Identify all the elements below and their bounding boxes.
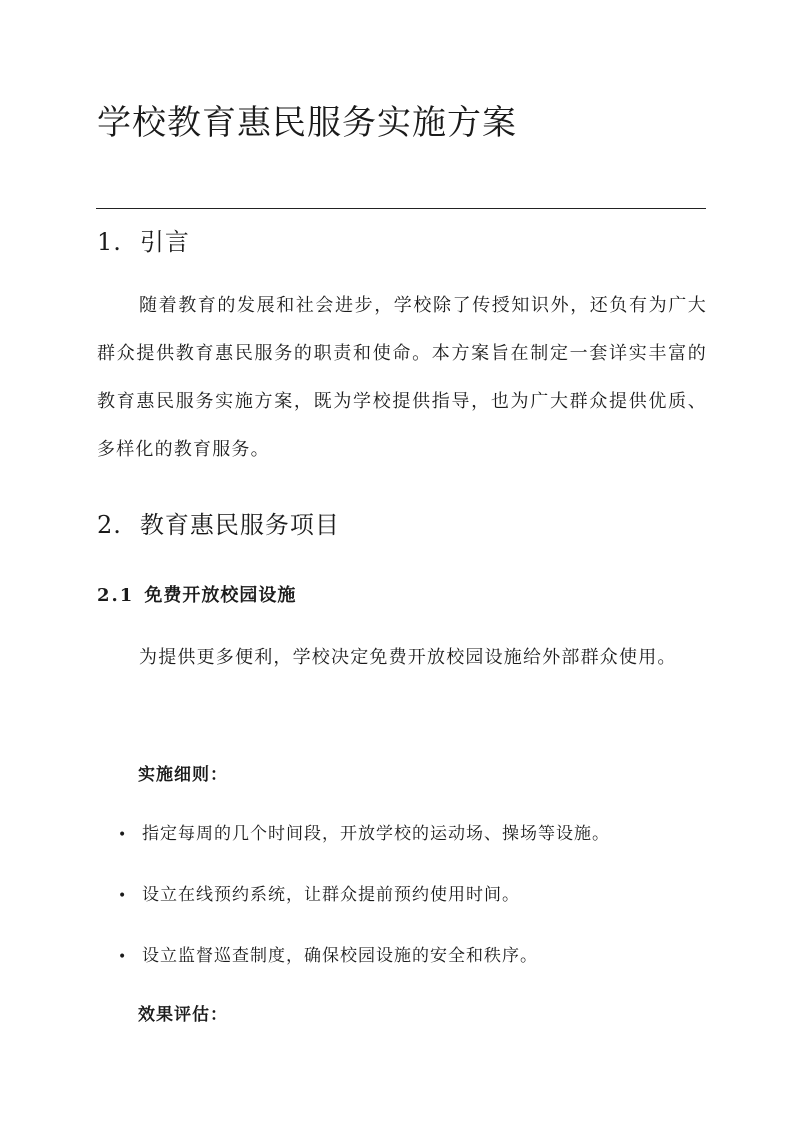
list-item <box>118 941 538 966</box>
subsection-2-1-heading <box>97 581 296 607</box>
details-label: 实施细则： <box>138 765 228 785</box>
title-divider <box>96 208 706 209</box>
subsection-title: 免费开放校园设施 <box>144 585 297 606</box>
section-title: 教育惠民服务项目 <box>139 511 340 539</box>
section-number: 2. <box>97 511 122 539</box>
document-title: 学校教育惠民服务实施方案 <box>97 103 517 143</box>
subsection-paragraph: 为提供更多便利，学校决定免费开放校园设施给外部群众使用。 <box>139 647 677 668</box>
list-item-text: 指定每周的几个时间段，开放学校的运动场、操场等设施。 <box>142 824 610 844</box>
list-item <box>118 819 610 844</box>
evaluation-label: 效果评估： <box>138 1005 228 1025</box>
list-item-text: 设立监督巡查制度，确保校园设施的安全和秩序。 <box>142 946 538 966</box>
bullet-icon: • <box>118 888 128 904</box>
list-item <box>118 880 520 905</box>
list-item-text: 设立在线预约系统，让群众提前预约使用时间。 <box>142 885 520 905</box>
bullet-icon: • <box>118 949 128 965</box>
section-title: 引言 <box>139 228 190 256</box>
section-2-heading <box>97 505 340 540</box>
subsection-number: 2.1 <box>97 585 135 606</box>
bullet-icon: • <box>118 827 128 843</box>
intro-paragraph: 随着教育的发展和社会进步，学校除了传授知识外，还负有为广大群众提供教育惠民服务的职责和使命。本方案旨在制定一套详实丰富的教育惠民服务实施方案，既为学校提供指导，也为广大群众提供优质、多样化的教育服务。 <box>97 295 707 460</box>
section-number: 1. <box>97 228 122 256</box>
section-1-heading <box>97 222 190 257</box>
